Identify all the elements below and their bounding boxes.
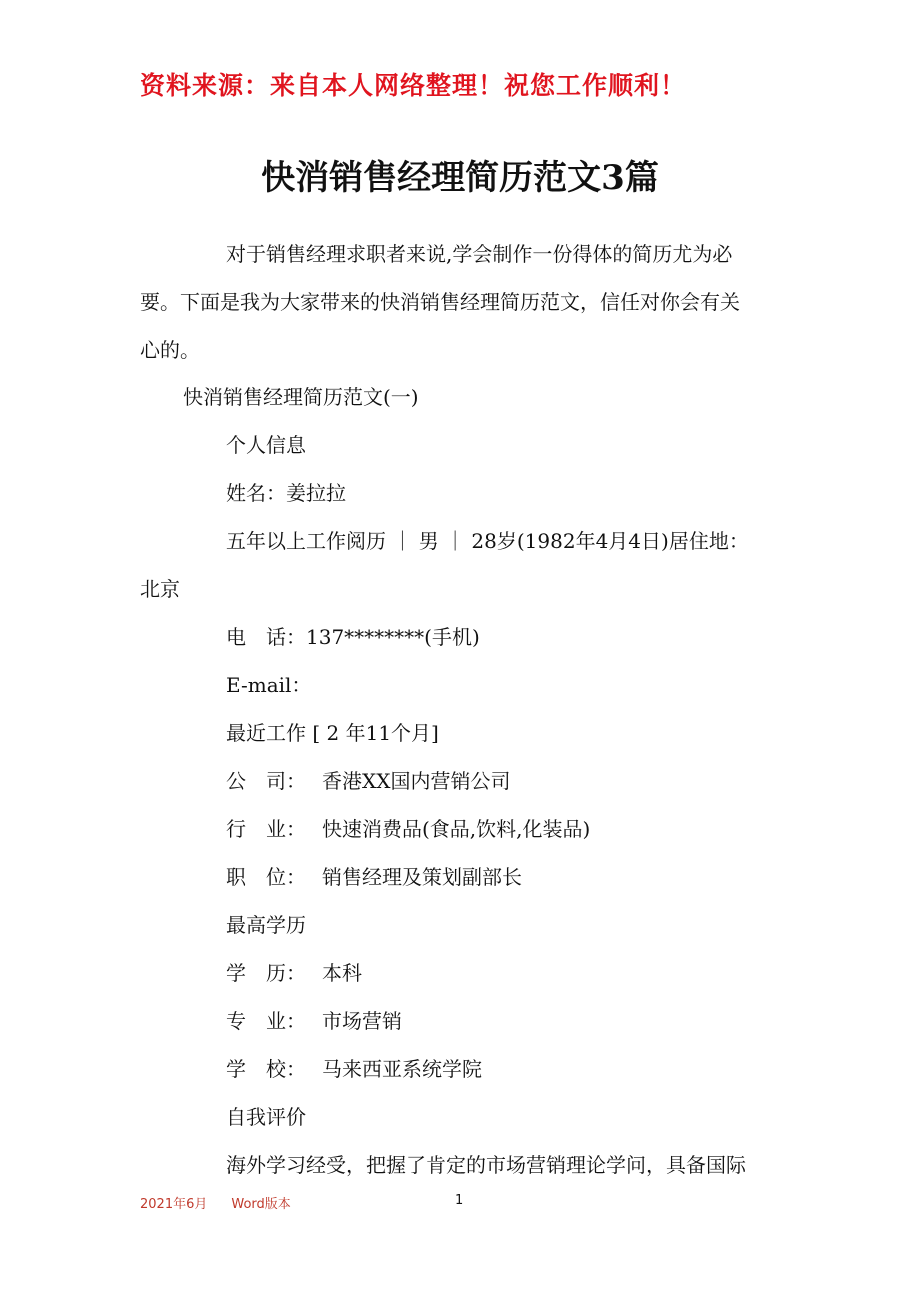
degree-label: 学 历： bbox=[226, 961, 306, 985]
self-eval-heading: 自我评价 bbox=[226, 1105, 306, 1129]
industry-line bbox=[226, 814, 590, 844]
school-line bbox=[226, 1054, 482, 1084]
industry-value: 快速消费品(食品,饮料,化装品) bbox=[322, 817, 591, 841]
position-line bbox=[226, 862, 522, 892]
footer-date: 2021年6月 bbox=[140, 1197, 208, 1212]
major-line bbox=[226, 1006, 402, 1036]
position-value: 销售经理及策划副部长 bbox=[322, 865, 522, 889]
school-value: 马来西亚系统学院 bbox=[322, 1057, 482, 1081]
intro-paragraph bbox=[140, 230, 790, 374]
personal-info-heading: 个人信息 bbox=[226, 433, 306, 457]
degree-line bbox=[226, 958, 362, 988]
intro-line-2: 要。下面是我为大家带来的快消销售经理简历范文，信任对你会有关 bbox=[140, 290, 740, 314]
footer-version: Word版本 bbox=[231, 1197, 291, 1212]
degree-value: 本科 bbox=[322, 961, 362, 985]
phone-label: 电 话： bbox=[226, 625, 306, 649]
recent-work-heading: 最近工作 [ 2 年11个月] bbox=[226, 721, 439, 745]
company-line bbox=[226, 766, 510, 796]
major-label: 专 业： bbox=[226, 1009, 306, 1033]
page-number: 1 bbox=[455, 1193, 464, 1208]
phone-line bbox=[226, 622, 480, 652]
company-value: 香港XX国内营销公司 bbox=[322, 769, 511, 793]
email-line: E-mail： bbox=[226, 673, 312, 697]
position-label: 职 位： bbox=[226, 865, 306, 889]
document-title: 快消销售经理简历范文3篇 bbox=[261, 158, 659, 198]
intro-line-1: 对于销售经理求职者来说,学会制作一份得体的简历尤为必 bbox=[226, 242, 733, 266]
education-heading: 最高学历 bbox=[226, 913, 306, 937]
industry-label: 行 业： bbox=[226, 817, 306, 841]
intro-line-3: 心的。 bbox=[140, 338, 200, 362]
source-banner: 资料来源：来自本人网络整理！祝您工作顺利！ bbox=[140, 71, 687, 100]
phone-value: 137********(手机) bbox=[306, 625, 480, 649]
page-footer bbox=[140, 1193, 315, 1212]
company-label: 公 司： bbox=[226, 769, 306, 793]
section-title: 快消销售经理简历范文(一) bbox=[183, 385, 419, 409]
self-eval-line-1: 海外学习经受，把握了肯定的市场营销理论学问，具备国际 bbox=[226, 1153, 746, 1177]
summary-line-2: 北京 bbox=[140, 577, 180, 601]
name-line: 姓名：姜拉拉 bbox=[226, 481, 346, 505]
summary-line-1: 五年以上工作阅历 ｜ 男 ｜ 28岁(1982年4月4日)居住地： bbox=[226, 529, 749, 553]
school-label: 学 校： bbox=[226, 1057, 306, 1081]
major-value: 市场营销 bbox=[322, 1009, 402, 1033]
